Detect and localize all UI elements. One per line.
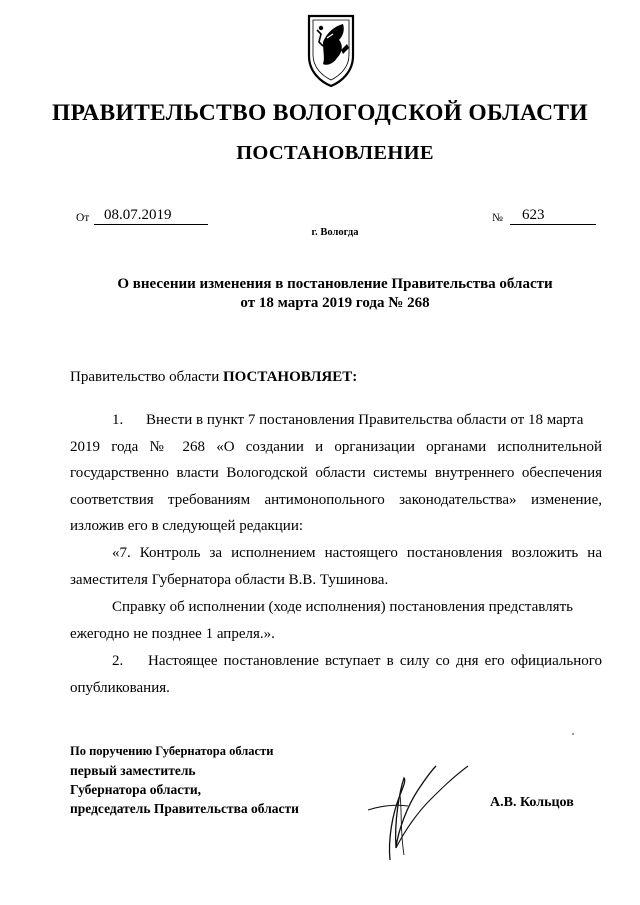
resolve-prefix: Правительство области [70, 369, 223, 385]
subject-line-1: О внесении изменения в постановление Правительства области [117, 276, 553, 292]
quoted-clause-line-1: «7. Контроль за исполнением настоящего постановления возложить на [112, 545, 602, 561]
signatory-block [70, 742, 299, 818]
document-subject [70, 275, 600, 313]
city-name: г. Вологда [311, 227, 359, 238]
government-title: ПРАВИТЕЛЬСТВО ВОЛОГОДСКОЙ ОБЛАСТИ [52, 100, 588, 126]
paragraph-1 [70, 407, 602, 540]
date-label: От [76, 212, 90, 224]
document-type: ПОСТАНОВЛЕНИЕ [236, 142, 434, 164]
quoted-clause-line-2: заместителя Губернатора области В.В. Тушинова. [70, 571, 389, 588]
document-number: 623 [510, 206, 596, 225]
paragraph-1-line-5: изложив его в следующей редакции: [70, 518, 304, 534]
signatory-line-2: первый заместитель [70, 763, 196, 778]
paragraph-1-line-1: Внести в пункт 7 постановления Правительства области от 18 марта [146, 412, 584, 428]
report-clause-line-1: Справку об исполнении (ходе исполнения) постановления представлять [112, 599, 573, 615]
signatory-line-4: председатель Правительства области [70, 801, 299, 816]
signer-name: А.В. Кольцов [490, 795, 574, 810]
report-clause-line-2: ежегодно не позднее 1 апреля.». [70, 625, 275, 642]
handwritten-signature [360, 760, 480, 865]
paragraph-1-line-3: государственно власти Вологодской области системы внутреннего обеспечения [70, 465, 602, 481]
paragraph-2-line-1: Настоящее постановление вступает в силу со дня его официального [148, 653, 602, 669]
paragraph-1-line-4: соответствия требованиям антимонопольного законодательства» изменение, [70, 491, 602, 508]
subject-line-2: от 18 марта 2019 года № 268 [240, 295, 430, 311]
signatory-line-1: По поручению Губернатора области [70, 744, 274, 758]
document-date: 08.07.2019 [94, 206, 208, 225]
signatory-line-3: Губернатора области, [70, 782, 201, 797]
resolve-phrase [70, 369, 357, 386]
quoted-clause-7 [70, 540, 602, 593]
resolve-keyword: ПОСТАНОВЛЯЕТ: [222, 369, 358, 385]
paragraph-2-line-2: опубликования. [70, 679, 170, 696]
number-label: № [492, 212, 503, 224]
coat-of-arms-emblem [303, 12, 359, 88]
paragraph-2-number: 2. [112, 653, 124, 669]
paragraph-2 [70, 648, 602, 701]
paragraph-1-number: 1. [112, 412, 124, 428]
quoted-report-clause [70, 594, 602, 647]
margin-dot [572, 733, 574, 735]
paragraph-1-line-2: 2019 года № 268 «О создании и организации органами исполнительной [70, 438, 602, 455]
